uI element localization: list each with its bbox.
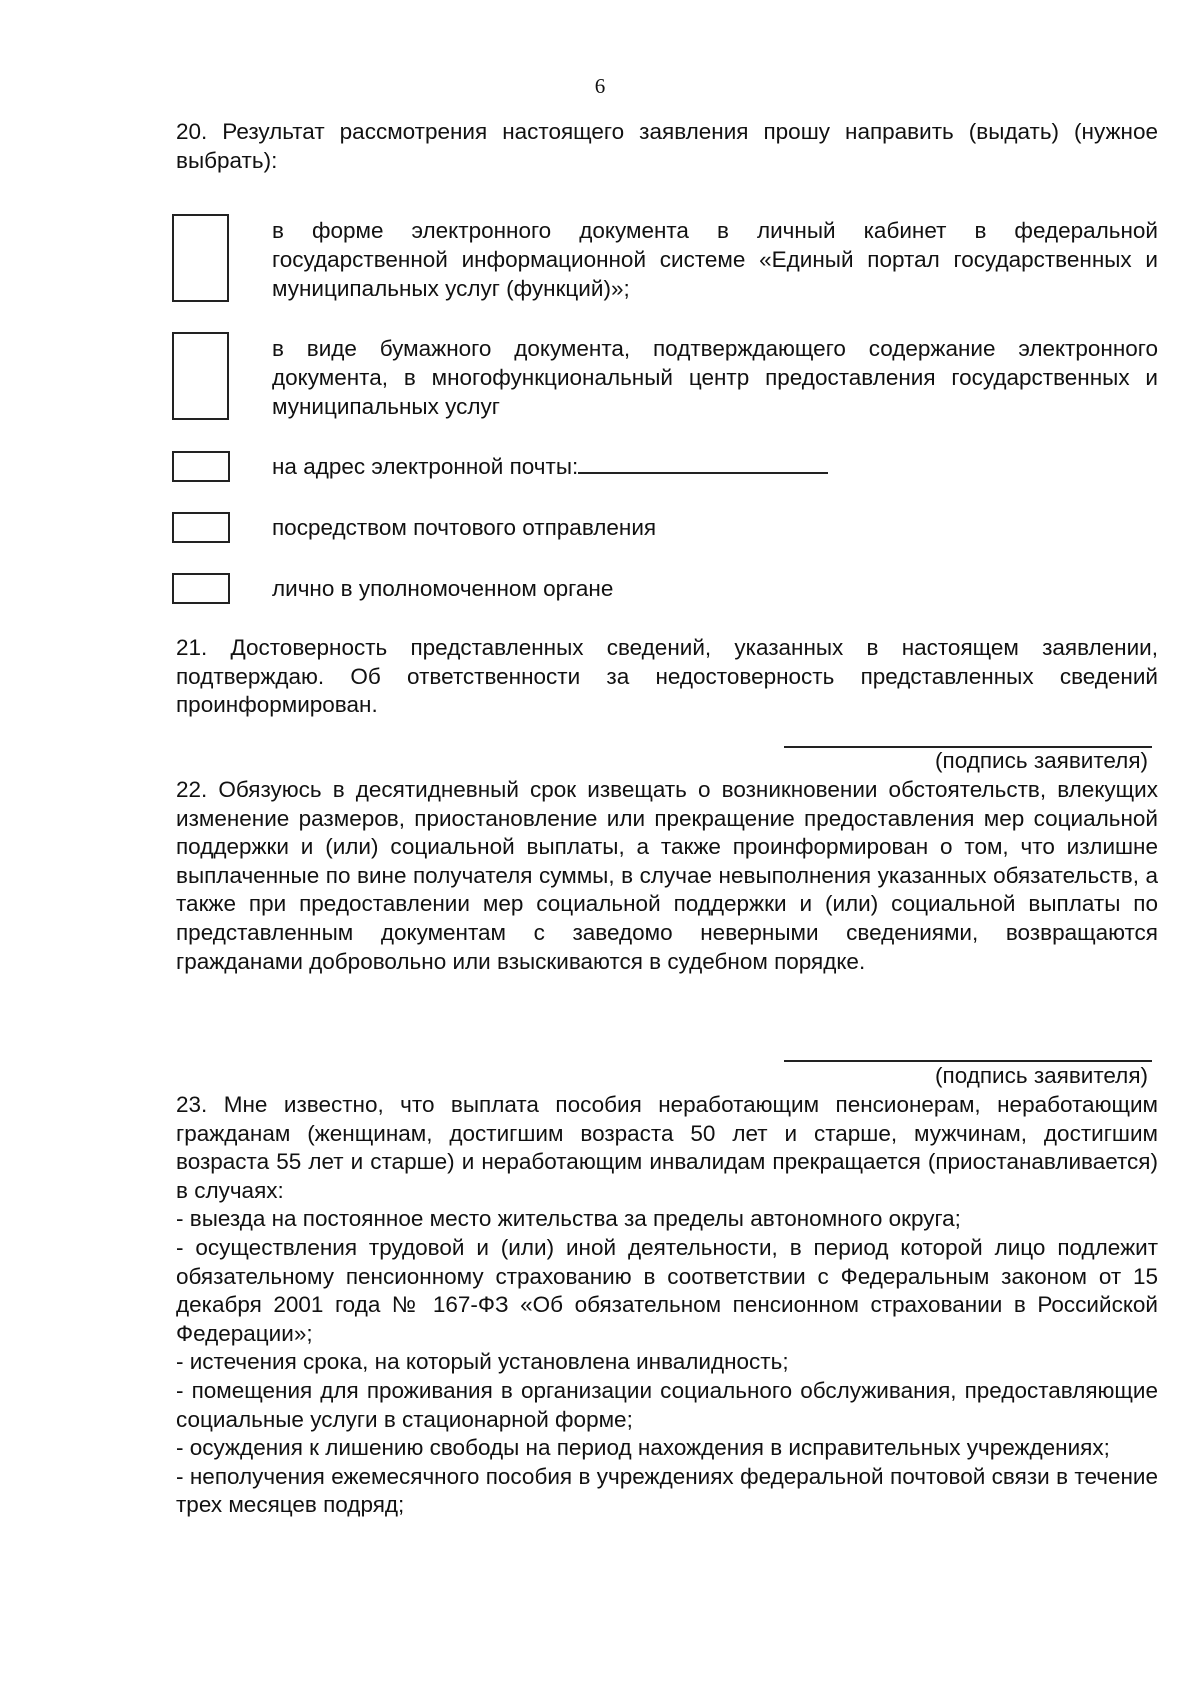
checkbox-in-person[interactable] [172, 573, 230, 604]
option-postal: посредством почтового отправления [272, 515, 657, 540]
list-item: - неполучения ежемесячного пособия в учреждениях федеральной почтовой связи в течение трех месяцев подряд; [176, 1463, 1158, 1518]
checkbox-email[interactable] [172, 451, 230, 482]
section-22-text: 22. Обязуюсь в десятидневный срок извещать о возникновении обстоятельств, влекущих изменение размеров, приостановление или прекращение предоставления мер социальной поддержки и (или) социальной выплаты, а также проинформирован о том, что излишне выплаченные по вине получателя суммы, в случае невыполнения указанных обязательств, а также при предоставлении мер социальной поддержки и (или) социальной выплаты по представленным документам с заведомо неверными сведениями, возвращаются гражданами добровольно или взыскиваются в судебном порядке. [176, 777, 1158, 974]
section-20-heading: 20. Результат рассмотрения настоящего заявления прошу направить (выдать) (нужное выбрать): [176, 119, 1158, 173]
section-23-intro: 23. Мне известно, что выплата пособия неработающим пенсионерам, неработающим гражданам (женщинам, достигшим возраста 50 лет и старше, мужчинам, достигшим возраста 55 лет и старше) и неработающим инвалидам прекращается (приостанавливается) в случаях: [176, 1092, 1158, 1203]
list-item: - выезда на постоянное место жительства за пределы автономного округа; [176, 1206, 961, 1232]
page-number: 6 [594, 74, 606, 98]
option-email: на адрес электронной почты: [272, 454, 579, 479]
section-21-text: 21. Достоверность представленных сведений, указанных в настоящем заявлении, подтверждаю. Об ответственности за недостоверность представленных сведений проинформирован. [176, 635, 1158, 718]
list-item: - помещения для проживания в организации социального обслуживания, предоставляющие социальные услуги в стационарной форме; [176, 1377, 1158, 1432]
list-item: - истечения срока, на который установлена инвалидность; [176, 1349, 789, 1375]
email-input-line[interactable] [578, 452, 828, 474]
section-23 [176, 1091, 1158, 1520]
option-email-row [272, 452, 1158, 481]
checkbox-paper-document-mfc[interactable] [172, 332, 229, 420]
checkbox-electronic-cabinet[interactable] [172, 214, 229, 302]
option-in-person: лично в уполномоченном органе [272, 576, 614, 601]
signature-caption-21: (подпись заявителя) [935, 748, 1148, 773]
list-item: - осуществления трудовой и (или) иной деятельности, в период которой лицо подлежит обязательному пенсионному страхованию в соответствии с Федеральным законом от 15 декабря 2001 года № 167-ФЗ «Об обязательном пенсионном страховании в Российской Федерации»; [176, 1234, 1158, 1346]
list-item: - осуждения к лишению свободы на период нахождения в исправительных учреждениях; [176, 1435, 1110, 1461]
signature-caption-22: (подпись заявителя) [935, 1063, 1148, 1088]
option-electronic-cabinet: в форме электронного документа в личный кабинет в федеральной государственной информационной системе «Единый портал государственных и муниципальных услуг (функций)»; [272, 218, 1158, 301]
option-paper-document-mfc: в виде бумажного документа, подтверждающего содержание электронного документа, в многофункциональный центр предоставления государственных и муниципальных услуг [272, 336, 1158, 419]
checkbox-postal[interactable] [172, 512, 230, 543]
